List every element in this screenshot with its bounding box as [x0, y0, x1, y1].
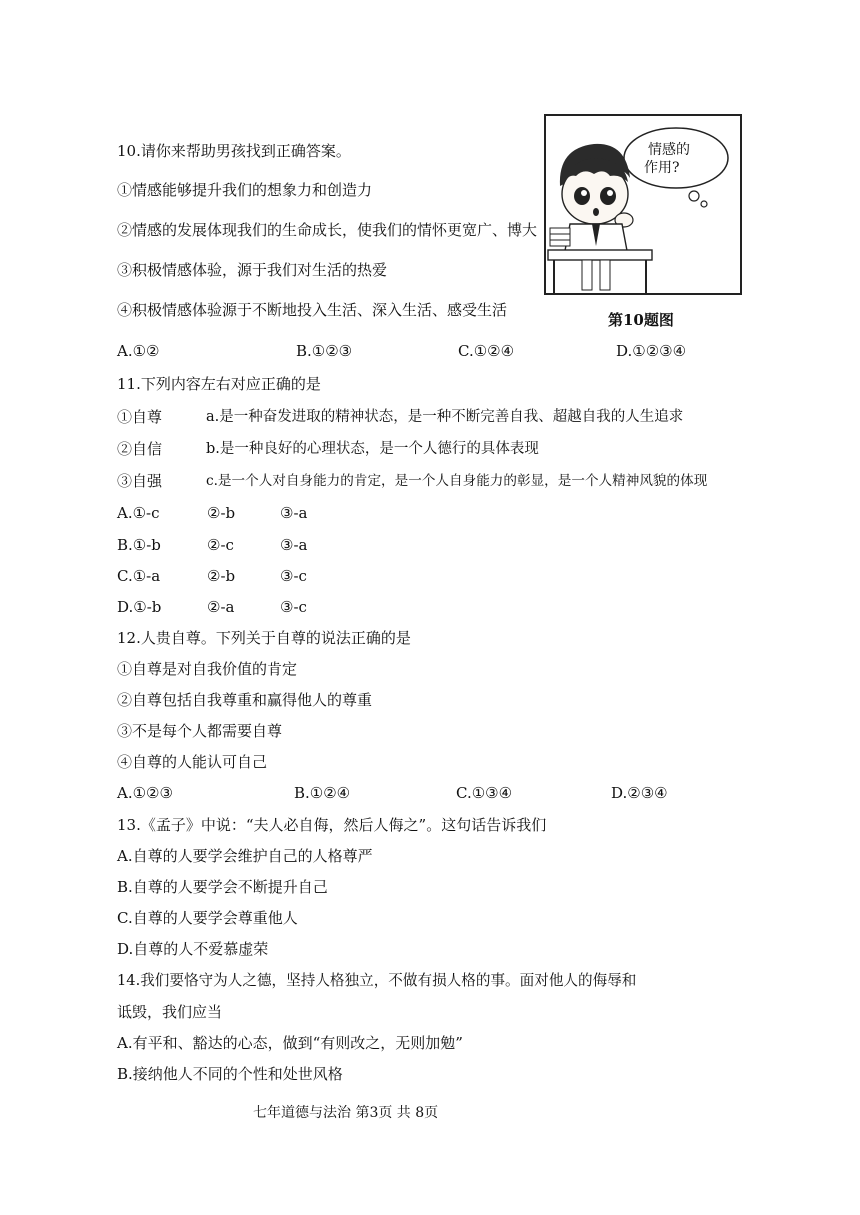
- q11-option-c-2: ②-b: [207, 567, 236, 585]
- q14-stem-line2: 诋毁，我们应当: [117, 1003, 223, 1021]
- bubble-text-line1: 情感的: [648, 142, 690, 158]
- q14-option-b: B.接纳他人不同的个性和处世风格: [117, 1065, 343, 1083]
- q10-stem: 10.请你来帮助男孩找到正确答案。: [117, 142, 351, 160]
- q12-option-c: C.①③④: [456, 784, 513, 802]
- q12-item-1: ①自尊是对自我价值的肯定: [117, 660, 298, 678]
- q13-option-a: A.自尊的人要学会维护自己的人格尊严: [117, 847, 373, 865]
- q14-option-a: A.有平和、豁达的心态，做到“有则改之，无则加勉”: [117, 1034, 463, 1052]
- q10-option-a: A.①②: [117, 342, 160, 360]
- q13-option-c: C.自尊的人要学会尊重他人: [117, 909, 298, 927]
- q10-item-2: ②情感的发展体现我们的生命成长，使我们的情怀更宽广、博大: [117, 221, 538, 239]
- q11-option-b-2: ②-c: [207, 536, 234, 554]
- q12-option-a: A.①②③: [117, 784, 173, 802]
- q10-figure: [544, 114, 742, 295]
- q11-right-c: c.是一个人对自身能力的肯定，是一个人自身能力的彰显，是一个人精神风貌的体现: [206, 473, 708, 489]
- q11-left-1: ①自尊: [117, 408, 163, 426]
- boy-at-desk-illustration: [546, 116, 744, 297]
- q10-option-b: B.①②③: [296, 342, 353, 360]
- q12-item-4: ④自尊的人能认可自己: [117, 753, 268, 771]
- q11-option-d-2: ②-a: [207, 598, 235, 616]
- q10-item-4: ④积极情感体验源于不断地投入生活、深入生活、感受生活: [117, 301, 508, 319]
- q14-stem-line1: 14.我们要恪守为人之德，坚持人格独立，不做有损人格的事。面对他人的侮辱和: [117, 972, 637, 989]
- bubble-text-line2: 作用?: [644, 160, 680, 176]
- q11-option-a-1: A.①-c: [117, 504, 160, 522]
- q10-option-c: C.①②④: [458, 342, 515, 360]
- q13-stem: 13.《孟子》中说：“夫人必自侮，然后人侮之”。这句话告诉我们: [117, 816, 547, 834]
- q11-left-2: ②自信: [117, 440, 163, 458]
- q11-left-3: ③自强: [117, 472, 163, 490]
- q11-right-a: a.是一种奋发进取的精神状态，是一种不断完善自我、超越自我的人生追求: [206, 409, 684, 425]
- q12-option-d: D.②③④: [611, 784, 668, 802]
- q12-option-b: B.①②④: [294, 784, 351, 802]
- q11-option-b-1: B.①-b: [117, 536, 161, 554]
- q11-option-a-2: ②-b: [207, 504, 236, 522]
- q10-item-3: ③积极情感体验，源于我们对生活的热爱: [117, 261, 388, 279]
- q12-item-3: ③不是每个人都需要自尊: [117, 722, 283, 740]
- q10-option-d: D.①②③④: [616, 342, 687, 360]
- q11-option-d-3: ③-c: [280, 598, 307, 616]
- q11-option-b-3: ③-a: [280, 536, 308, 554]
- q10-figure-caption: 第10题图: [608, 311, 674, 329]
- q12-stem: 12.人贵自尊。下列关于自尊的说法正确的是: [117, 629, 411, 647]
- q11-right-b: b.是一种良好的心理状态，是一个人德行的具体表现: [206, 441, 539, 457]
- q10-item-1: ①情感能够提升我们的想象力和创造力: [117, 181, 373, 199]
- q13-option-d: D.自尊的人不爱慕虚荣: [117, 940, 269, 958]
- q13-option-b: B.自尊的人要学会不断提升自己: [117, 878, 328, 896]
- q11-option-d-1: D.①-b: [117, 598, 162, 616]
- page-footer: 七年道德与法治 第3页 共 8页: [253, 1105, 439, 1121]
- q12-item-2: ②自尊包括自我尊重和赢得他人的尊重: [117, 691, 373, 709]
- q11-option-a-3: ③-a: [280, 504, 308, 522]
- q11-option-c-1: C.①-a: [117, 567, 161, 585]
- q11-stem: 11.下列内容左右对应正确的是: [117, 375, 321, 393]
- q11-option-c-3: ③-c: [280, 567, 307, 585]
